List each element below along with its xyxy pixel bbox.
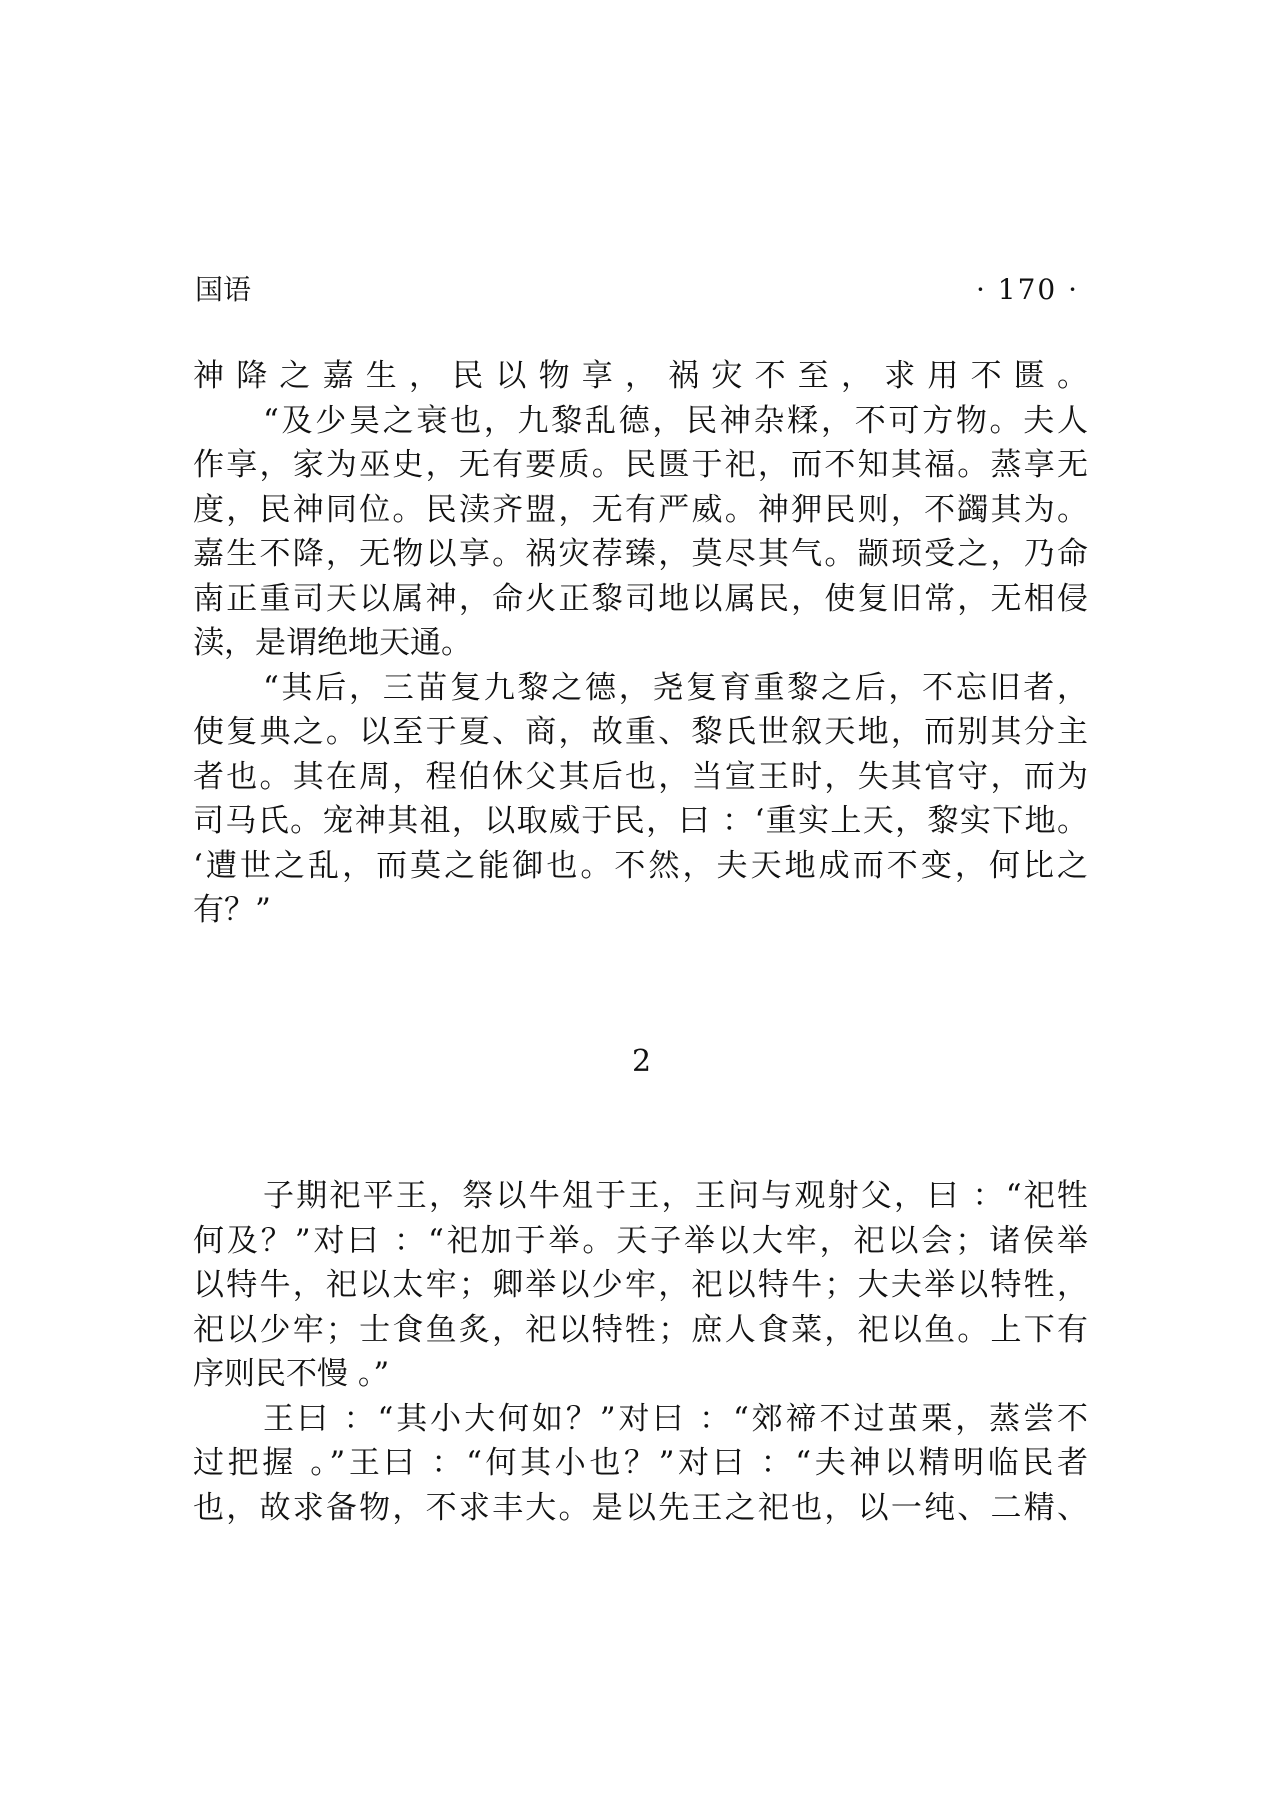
- text-line: 南正重司天以属神，命火正黎司地以属民，使复旧常，无相侵: [193, 580, 1088, 617]
- text-line: 神降之嘉生，民以物享，祸灾不至，求用不匮。: [193, 358, 1088, 394]
- text-line: 者也。其在周，程伯休父其后也，当宣王时，失其官守，而为: [193, 758, 1088, 795]
- section-number: 2: [631, 1044, 652, 1079]
- text-block-1: [193, 354, 1088, 933]
- text-line: 序则民不慢 。”: [193, 1356, 390, 1392]
- text-line: “及少昊之衰也，九黎乱德，民神杂糅，不可方物。夫人: [263, 402, 1088, 439]
- text-line: 何及？”对曰 ：“祀加于举。天子举以大牢，祀以会；诸侯举: [193, 1222, 1088, 1259]
- text-line: 王曰 ：“其小大何如？”对曰 ：“郊禘不过茧栗，蒸尝不: [263, 1400, 1088, 1437]
- text-line: 渎，是谓绝地天通。: [193, 625, 472, 661]
- text-line: 使复典之。以至于夏、商，故重、黎氏世叙天地，而别其分主: [193, 714, 1088, 750]
- text-line: 祀以少牢；士食鱼炙，祀以特牲；庶人食菜，祀以鱼。上下有: [193, 1311, 1088, 1348]
- book-title: 国语: [195, 273, 252, 306]
- text-block-2: [193, 1174, 1088, 1530]
- page-number: · 170 ·: [975, 273, 1079, 306]
- text-line: 作享，家为巫史，无有要质。民匮于祀，而不知其福。蒸享无: [193, 447, 1088, 483]
- text-line: 也，故求备物，不求丰大。是以先王之祀也，以一纯、二精、: [193, 1489, 1088, 1526]
- text-line: 子期祀平王，祭以牛俎于王，王问与观射父，曰 ：“祀牲: [263, 1178, 1088, 1214]
- running-header: [195, 270, 1085, 310]
- text-line: 过把握 。”王曰 ：“何其小也？”对曰 ：“夫神以精明临民者: [193, 1445, 1088, 1481]
- text-line: 度，民神同位。民渎齐盟，无有严威。神狎民则，不蠲其为。: [193, 491, 1088, 528]
- text-line: ‘遭世之乱，而莫之能御也。不然，夫天地成而不变，何比之: [193, 847, 1088, 884]
- text-line: 有？”: [193, 892, 271, 928]
- text-line: 司马氏。宠神其祖，以取威于民，曰 ：‘重实上天，黎实下地。: [193, 803, 1088, 839]
- text-line: 以特牛，祀以太牢；卿举以少牢，祀以特牛；大夫举以特牲，: [193, 1267, 1088, 1303]
- text-line: “其后，三苗复九黎之德，尧复育重黎之后，不忘旧者，: [263, 669, 1088, 706]
- text-line: 嘉生不降，无物以享。祸灾荐臻，莫尽其气。颛顼受之，乃命: [193, 536, 1088, 572]
